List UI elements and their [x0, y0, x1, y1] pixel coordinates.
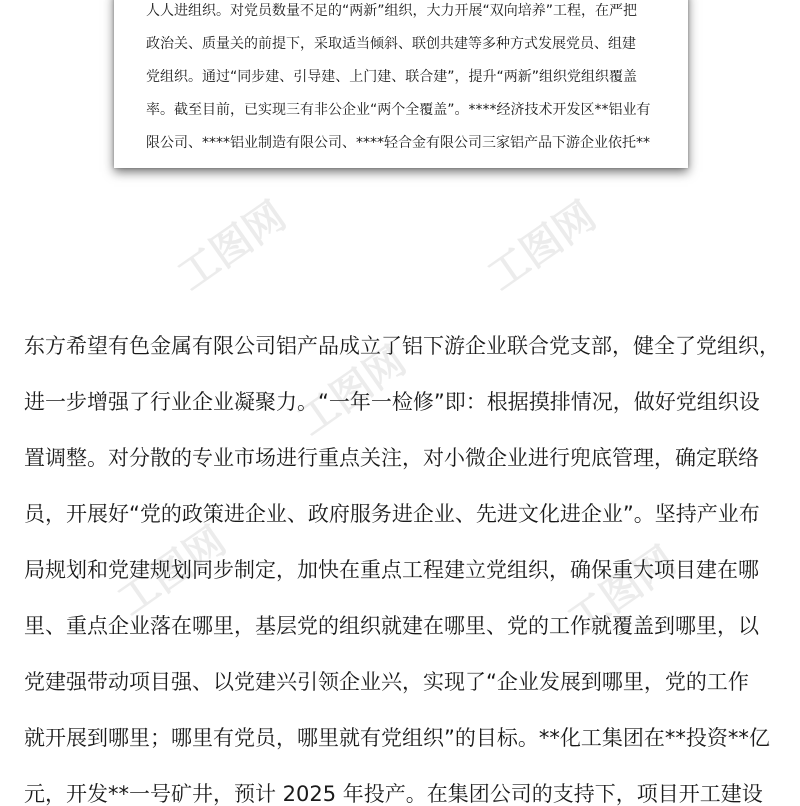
excerpt-line: 党组织。通过“同步建、引导建、上门建、联合建”，提升“两新”组织党组织覆盖 — [146, 69, 638, 85]
body-line: 进一步增强了行业企业凝聚力。“一年一检修”即：根据摸排情况，做好党组织设 — [24, 390, 760, 414]
excerpt-line: 人人进组织。对党员数量不足的“两新”组织，大力开展“双向培养”工程，在严把 — [146, 3, 638, 19]
watermark: 工图网 — [559, 538, 685, 645]
body-line: 里、重点企业落在哪里，基层党的组织就建在哪里、党的工作就覆盖到哪里，以 — [24, 614, 759, 638]
watermark: 工图网 — [169, 193, 295, 300]
body-line: 置调整。对分散的专业市场进行重点关注，对小微企业进行兜底管理，确定联络 — [24, 446, 759, 470]
watermark: 工图网 — [289, 338, 415, 445]
excerpt-line: 政治关、质量关的前提下，采取适当倾斜、联创共建等多种方式发展党员、组建 — [146, 36, 636, 52]
body-line: 党建强带动项目强、以党建兴引领企业兴，实现了“企业发展到哪里，党的工作 — [24, 670, 749, 694]
excerpt-line: 率。截至目前，已实现三有非公企业“两个全覆盖”。****经济技术开发区**铝业有 — [146, 102, 651, 118]
body-line: 就开展到哪里；哪里有党员，哪里就有党组织”的目标。**化工集团在**投资**亿 — [24, 726, 770, 750]
watermark: 工图网 — [479, 193, 605, 300]
body-line: 员，开展好“党的政策进企业、政府服务进企业、先进文化进企业”。坚持产业布 — [24, 502, 760, 526]
excerpt-line: 限公司、****铝业制造有限公司、****轻合金有限公司三家铝产品下游企业依托** — [146, 135, 650, 151]
body-line: 元，开发**一号矿井，预计 2025 年投产。在集团公司的支持下，项目开工建设 — [24, 782, 763, 806]
body-line: 局规划和党建规划同步制定，加快在重点工程建立党组织，确保重大项目建在哪 — [24, 558, 759, 582]
body-line: 东方希望有色金属有限公司铝产品成立了铝下游企业联合党支部，健全了党组织， — [24, 334, 780, 358]
document-excerpt-card — [114, 0, 688, 168]
watermark: 工图网 — [109, 518, 235, 625]
